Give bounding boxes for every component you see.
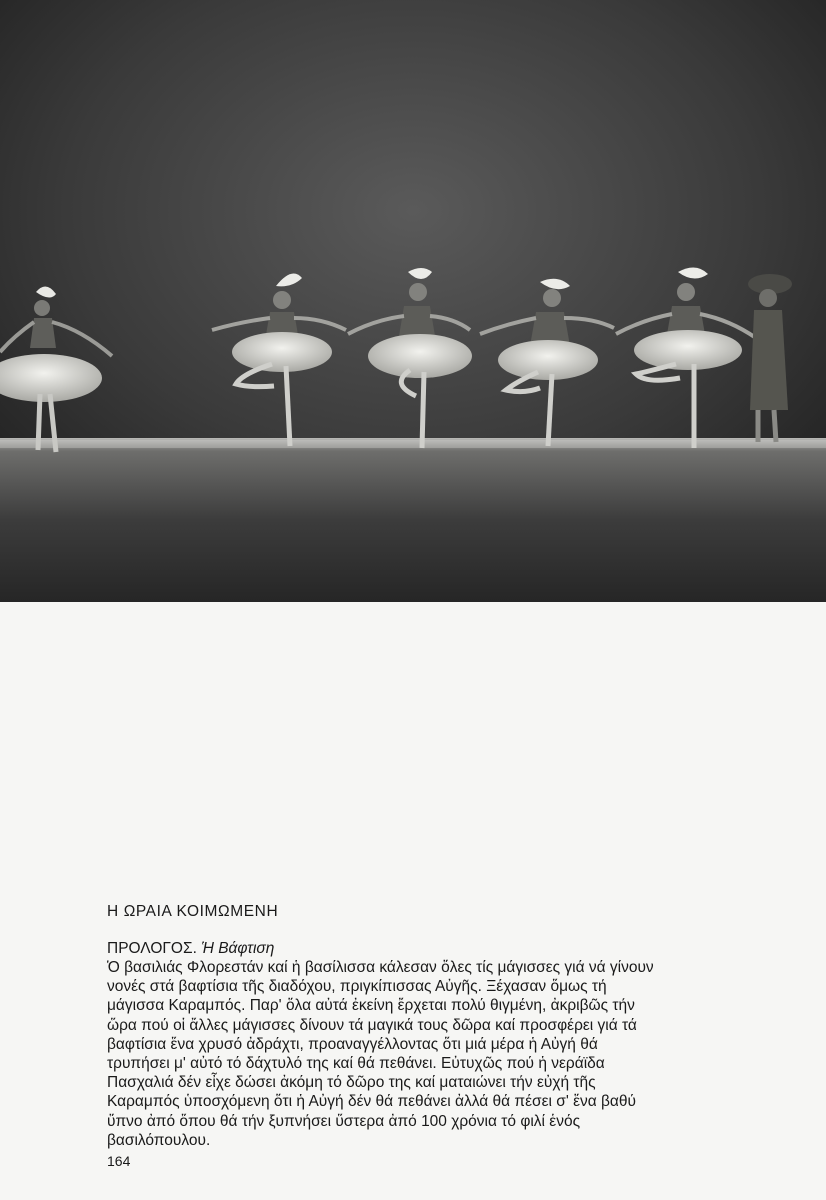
synopsis-line: μάγισσα Καραμπός. Παρ' ὅλα αὐτά ἐκείνη ἔρχεται πολύ θιγμένη, ἀκριβῶς τήν bbox=[107, 997, 635, 1015]
section-subtitle: Ἡ Βάφτιση bbox=[201, 940, 275, 957]
synopsis-line: βασιλόπουλου. bbox=[107, 1131, 211, 1149]
synopsis-line: Καραμπός ὑποσχόμενη ὅτι ἡ Αὐγή δέν θά πεθάνει ἀλλά θά πέσει σ' ἕνα βαθύ bbox=[107, 1093, 636, 1111]
section-heading bbox=[107, 939, 797, 958]
synopsis-line: ὕπνο ἀπό ὅπου θά τήν ξυπνήσει ὕστερα ἀπό 100 χρόνια τό φιλί ἑνός bbox=[107, 1112, 581, 1130]
synopsis-line: Πασχαλιά δέν εἶχε δώσει ἀκόμη τό δῶρο της καί ματαιώνει τήν εὐχή τῆς bbox=[107, 1074, 596, 1092]
synopsis-line: Ὁ βασιλιάς Φλορεστάν καί ἡ βασίλισσα κάλεσαν ὅλες τίς μάγισσες γιά νά γίνουν bbox=[107, 959, 654, 976]
caption-block bbox=[107, 903, 797, 1150]
section-label: ΠΡΟΛΟΓΟΣ. bbox=[107, 940, 197, 957]
synopsis-line: νονές στά βαφτίσια τῆς διαδόχου, πριγκίπισσας Αὐγῆς. Ξέχασαν ὅμως τή bbox=[107, 978, 607, 996]
page-number: 164 bbox=[107, 1153, 131, 1169]
synopsis-line: ὥρα πού οἱ ἄλλες μάγισσες δίνουν τά μαγικά τους δῶρα καί προσφέρει γιά τά bbox=[107, 1016, 637, 1034]
synopsis-text bbox=[107, 958, 797, 1150]
synopsis-line: βαφτίσια ἕνα χρυσό ἀδράχτι, προαναγγέλλοντας ὅτι μιά μέρα ἡ Αὐγή θά bbox=[107, 1035, 598, 1053]
synopsis-line: τρυπήσει μ' αὐτό τό δάχτυλό της καί θά πεθάνει. Εὐτυχῶς πού ἡ νεράϊδα bbox=[107, 1055, 605, 1073]
ballet-title: Η ΩΡΑΙΑ ΚΟΙΜΩΜΕΝΗ bbox=[107, 903, 279, 920]
